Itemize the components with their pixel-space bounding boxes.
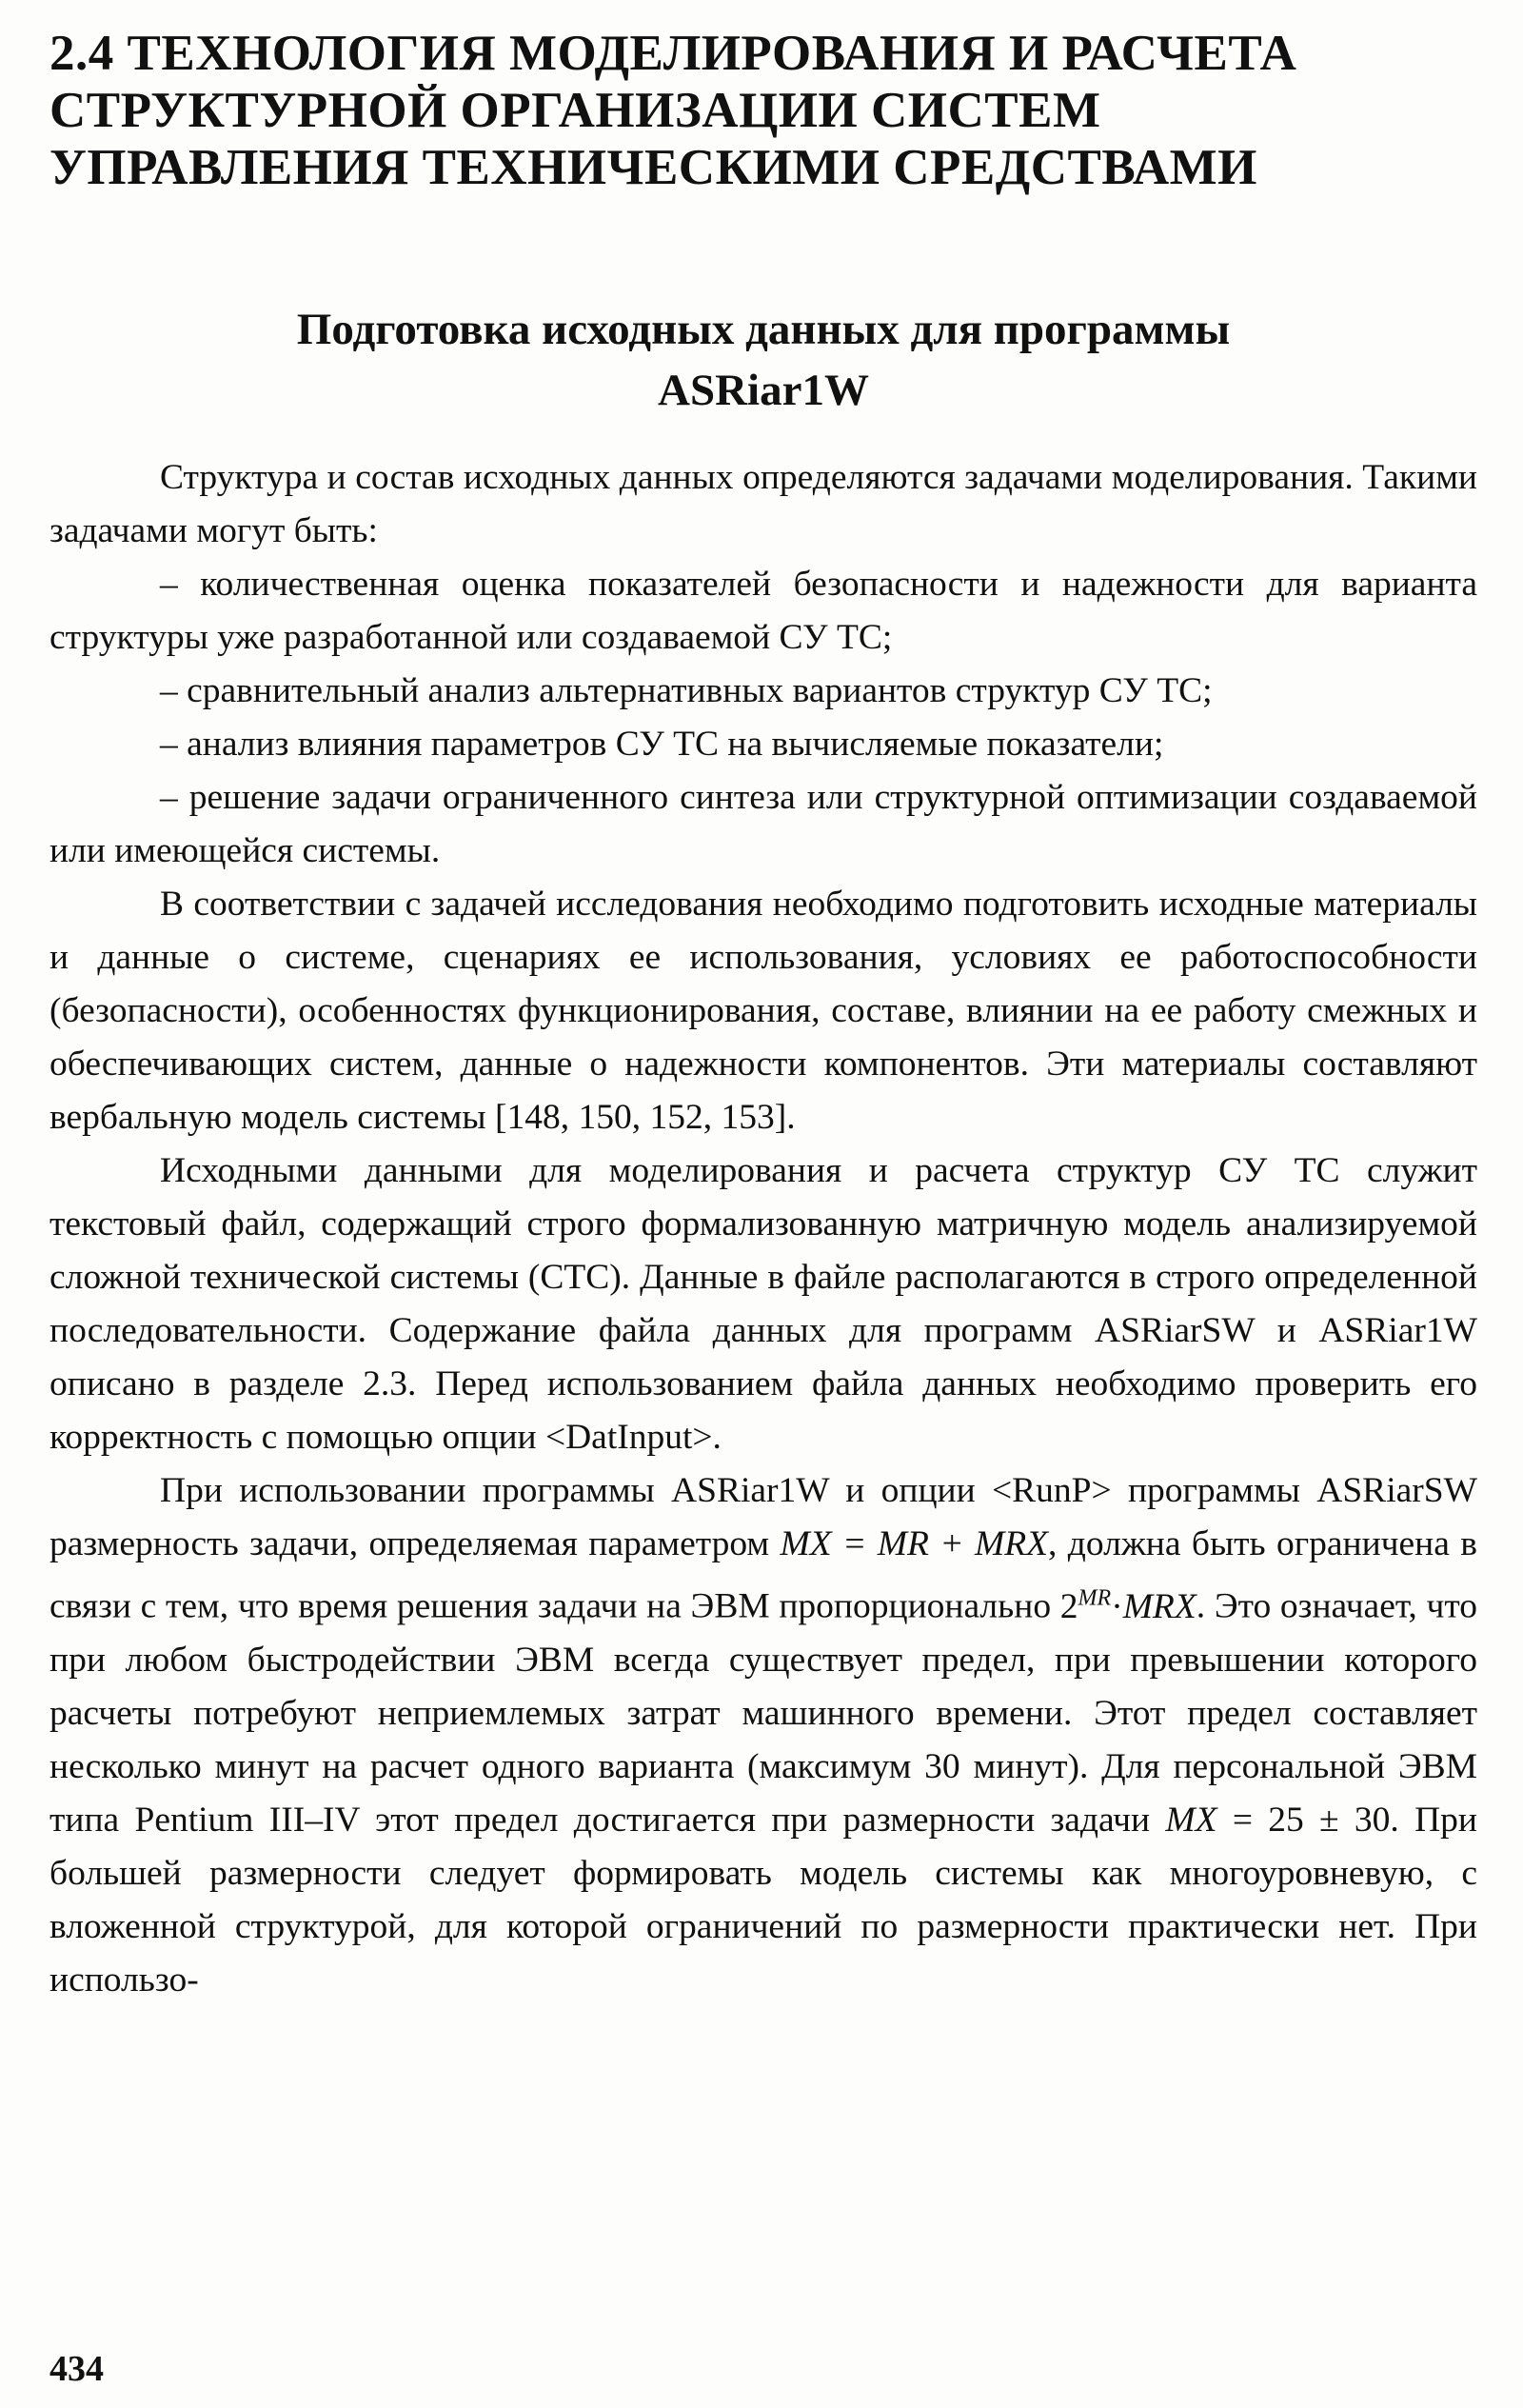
formula-factor: MRX — [1122, 1586, 1197, 1626]
section-title-line: 2.4 ТЕХНОЛОГИЯ МОДЕЛИРОВАНИЯ И РАСЧЕТА — [49, 26, 1297, 81]
list-item: – решение задачи ограниченного синтеза или структурной оптимизации создаваемой или имеющейся системы. — [49, 778, 1477, 870]
body-text — [49, 451, 1477, 2007]
text-run: , должна быть ограничена в связи с тем, что время решения задачи на ЭВМ пропорционально — [49, 1524, 1477, 1626]
list-item: – количественная оценка показателей безопасности и надежности для варианта структуры уже разработанной или создаваемой СУ ТС; — [49, 565, 1477, 657]
formula-base: 2 — [1059, 1586, 1078, 1626]
text-run: . Это означает, что при любом быстродействии ЭВМ всегда существует предел, при превышении которого расчеты потребуют неприемлемых затрат машинного времени. Этот предел составляет несколько минут на расчет одного варианта (максимум 30 минут). Для персональной ЭВМ типа Pentium III–IV этот предел достигается при размерности задачи — [49, 1586, 1477, 1840]
paragraph-dimension — [49, 1464, 1477, 2007]
section-title-line: СТРУКТУРНОЙ ОРГАНИЗАЦИИ СИСТЕМ — [49, 83, 1101, 138]
page-content — [49, 25, 1477, 2007]
formula-mx: MX = MR + MRX — [780, 1524, 1049, 1563]
formula-mx-short: MX — [1165, 1800, 1217, 1840]
list-item: – сравнительный анализ альтернативных вариантов структур СУ ТС; — [160, 671, 1213, 710]
subsection-title-line: ASRiar1W — [658, 366, 869, 415]
formula-exponent: MR — [1078, 1585, 1112, 1610]
text-run: = 25 ± 30. При большей размерности следует формировать модель системы как многоуровневую, с вложенной структурой, для которой ограничений по размерности практически нет. При использо- — [49, 1800, 1477, 2000]
text-run: При использовании программы ASRiar1W и опции <RunP> программы ASRiarSW размерность задачи, определяемая параметром — [49, 1471, 1477, 1563]
subsection-title-line: Подготовка исходных данных для программы — [296, 305, 1231, 354]
formula-dot: · — [1111, 1586, 1123, 1626]
formula-complexity — [1060, 1587, 1197, 1626]
paragraph-materials: В соответствии с задачей исследования необходимо подготовить исходные материалы и данные о системе, сценариях ее использования, условиях ее работоспособности (безопасности), особенностях функционирования, составе, влиянии на ее работу смежных и обеспечивающих систем, данные о надежности компонентов. Эти материалы составляют вербальную модель системы [148, 150, 152, 153]. — [49, 885, 1477, 1137]
section-title-line: УПРАВЛЕНИЯ ТЕХНИЧЕСКИМИ СРЕДСТВАМИ — [49, 140, 1257, 195]
section-title — [49, 25, 1477, 196]
list-item: – анализ влияния параметров СУ ТС на вычисляемые показатели; — [160, 725, 1164, 764]
paragraph-intro: Структура и состав исходных данных определяются задачами моделирования. Такими задачами могут быть: — [49, 458, 1477, 550]
page-number: 434 — [49, 2349, 104, 2389]
subsection-title — [49, 299, 1477, 421]
paragraph-input-file: Исходными данными для моделирования и расчета структур СУ ТС служит текстовый файл, содержащий строго формализованную матричную модель анализируемой сложной технической системы (СТС). Данные в файле располагаются в строго определенной последовательности. Содержание файла данных для программ ASRiarSW и ASRiar1W описано в разделе 2.3. Перед использованием файла данных необходимо проверить его корректность с помощью опции <DatInput>. — [49, 1151, 1477, 1457]
